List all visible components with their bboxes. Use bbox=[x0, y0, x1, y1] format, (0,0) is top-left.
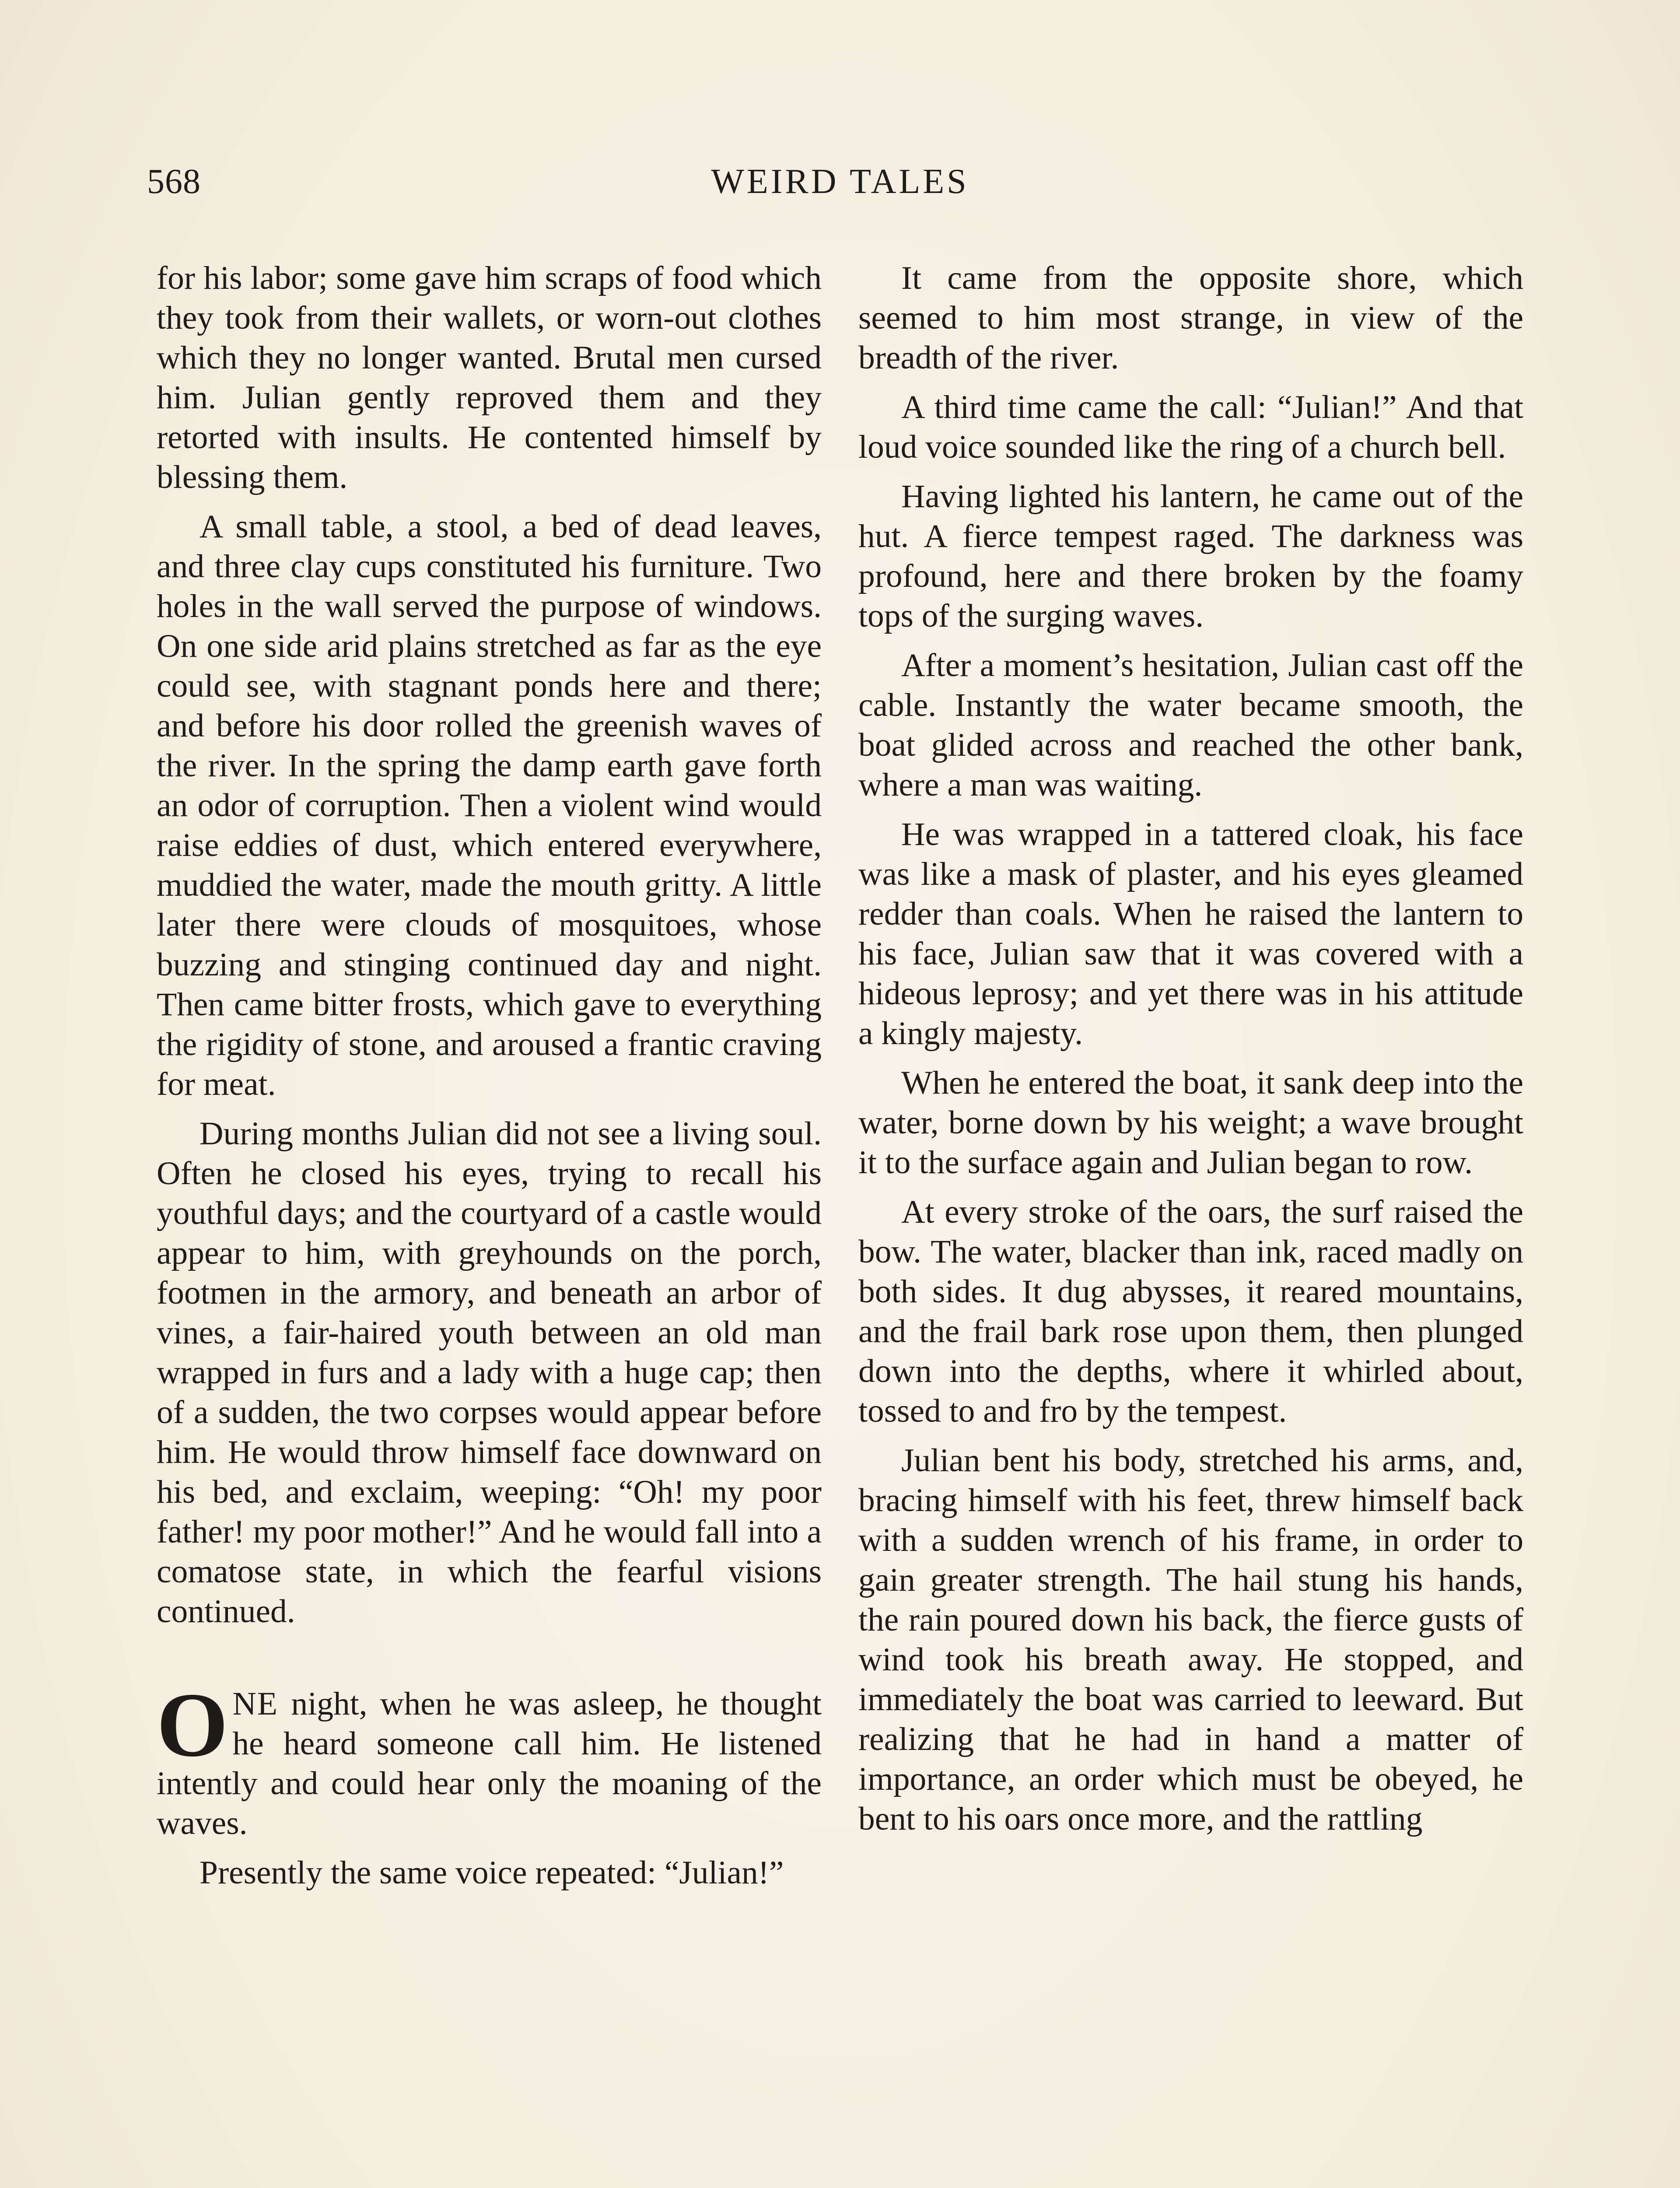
paragraph: It came from the opposite shore, which seemed to him most strange, in view of the breadth of the river. bbox=[858, 260, 1523, 376]
left-column bbox=[157, 258, 822, 1902]
paragraph: Julian bent his body, stretched his arms, and, bracing himself with his feet, threw himself back with a sudden wrench of his frame, in order to gain greater strength. The hail stung his hands, the rain poured down his back, the fierce gusts of wind took his breath away. He stopped, and immediately the boat was carried to leeward. But realizing that he had in hand a matter of importance, an order which must be obeyed, he bent to his oars once more, and the rattling bbox=[858, 1442, 1523, 1837]
paragraph: Presently the same voice repeated: “Julian!” bbox=[200, 1855, 784, 1891]
paragraph: He was wrapped in a tattered cloak, his face was like a mask of plaster, and his eyes gleamed redder than coals. When he raised the lantern to his face, Julian saw that it was covered with a hideous leprosy; and yet there was in his attitude a kingly majesty. bbox=[858, 816, 1523, 1052]
page-number: 568 bbox=[147, 162, 201, 201]
paragraph: At every stroke of the oars, the surf raised the bow. The water, blacker than ink, raced madly on both sides. It dug abysses, it reared mountains, and the frail bark rose upon them, then plunged down into the depths, where it whirled about, tossed to and fro by the tempest. bbox=[858, 1194, 1523, 1429]
running-head: WEIRD TALES bbox=[711, 162, 969, 201]
paragraph: A third time came the call: “Julian!” And that loud voice sounded like the ring of a church bell. bbox=[858, 389, 1523, 465]
paragraph: When he entered the boat, it sank deep into the water, borne down by his weight; a wave brought it to the surface again and Julian began to row. bbox=[858, 1065, 1523, 1181]
paragraph: Having lighted his lantern, he came out of the hut. A fierce tempest raged. The darkness was profound, here and there broken by the foamy tops of the surging waves. bbox=[858, 478, 1523, 634]
drop-cap: O bbox=[157, 1674, 228, 1776]
paragraph-text: night, when he was asleep, he thought he heard someone call him. He listened intently and could hear only the moaning of the waves. bbox=[157, 1686, 822, 1841]
page-header bbox=[0, 158, 1680, 210]
paragraph: After a moment’s hesitation, Julian cast off the cable. Instantly the water became smooth, the boat glided across and reached the other bank, where a man was waiting. bbox=[858, 647, 1523, 803]
paragraph: A small table, a stool, a bed of dead leaves, and three clay cups constituted his furniture. Two holes in the wall served the purpose of windows. On one side arid plains stretched as far as the eye could see, with stagnant ponds here and there; and before his door rolled the greenish waves of the river. In the spring the damp earth gave forth an odor of corruption. Then a violent wind would raise eddies of dust, which entered everywhere, muddied the water, made the mouth gritty. A little later there were clouds of mosquitoes, whose buzzing and stinging continued day and night. Then came bitter frosts, which gave to everything the rigidity of stone, and aroused a frantic craving for meat. bbox=[157, 508, 822, 1102]
paragraph: for his labor; some gave him scraps of food which they took from their wallets, or worn-out clothes which they no longer wanted. Brutal men cursed him. Julian gently reproved them and they retorted with insults. He contented himself by blessing them. bbox=[157, 260, 822, 495]
paragraph: During months Julian did not see a living soul. Often he closed his eyes, trying to recall his youthful days; and the courtyard of a castle would appear to him, with greyhounds on the porch, footmen in the armory, and beneath an arbor of vines, a fair-haired youth between an old man wrapped in furs and a lady with a huge cap; then of a sudden, the two corpses would appear before him. He would throw himself face downward on his bed, and exclaim, weeping: “Oh! my poor father! my poor mother!” And he would fall into a comatose state, in which the fearful visions continued. bbox=[157, 1115, 822, 1630]
small-caps-lead: NE bbox=[232, 1686, 279, 1722]
right-column bbox=[858, 258, 1523, 1848]
section-opening-paragraph bbox=[157, 1674, 822, 1843]
